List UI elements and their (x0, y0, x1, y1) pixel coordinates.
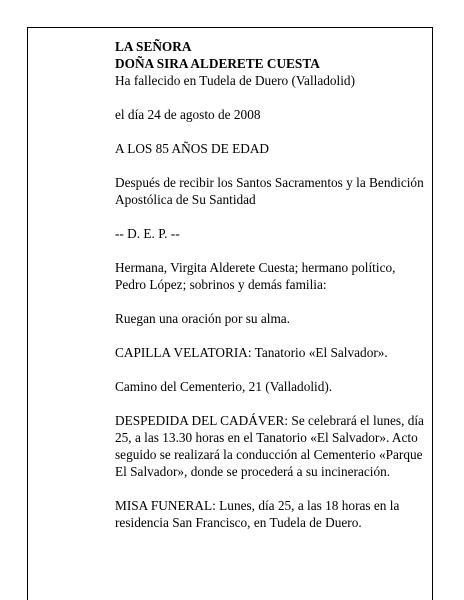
heading-title: LA SEÑORA (115, 39, 192, 54)
paragraph-prayer: Ruegan una oración por su alma. (115, 311, 291, 326)
paragraph-death-date: el día 24 de agosto de 2008 (115, 107, 261, 122)
obituary-text (115, 38, 425, 548)
paragraph-family: Hermana, Virgita Alderete Cuesta; hermano político, Pedro López; sobrinos y demás familia: (115, 260, 396, 292)
paragraph-chapel: CAPILLA VELATORIA: Tanatorio «El Salvador». (115, 345, 388, 360)
paragraph-funeral-mass: MISA FUNERAL: Lunes, día 25, a las 18 horas en la residencia San Francisco, en Tudela de Duero. (115, 498, 400, 530)
paragraph-farewell: DESPEDIDA DEL CADÁVER: Se celebrará el lunes, día 25, a las 13.30 horas en el Tanatorio «El Salvador». Acto seguido se realizará la conducción al Cementerio «Parque El Salvador», donde se procederá a su incineración. (115, 413, 424, 479)
paragraph-address: Camino del Cementerio, 21 (Valladolid). (115, 379, 333, 394)
heading-name: DOÑA SIRA ALDERETE CUESTA (115, 56, 320, 71)
paragraph-rip: -- D. E. P. -- (115, 226, 180, 241)
paragraph-death-place: Ha fallecido en Tudela de Duero (Valladolid) (115, 73, 356, 88)
paragraph-sacraments: Después de recibir los Santos Sacramentos y la Bendición Apostólica de Su Santidad (115, 175, 424, 207)
paragraph-age: A LOS 85 AÑOS DE EDAD (115, 141, 270, 156)
